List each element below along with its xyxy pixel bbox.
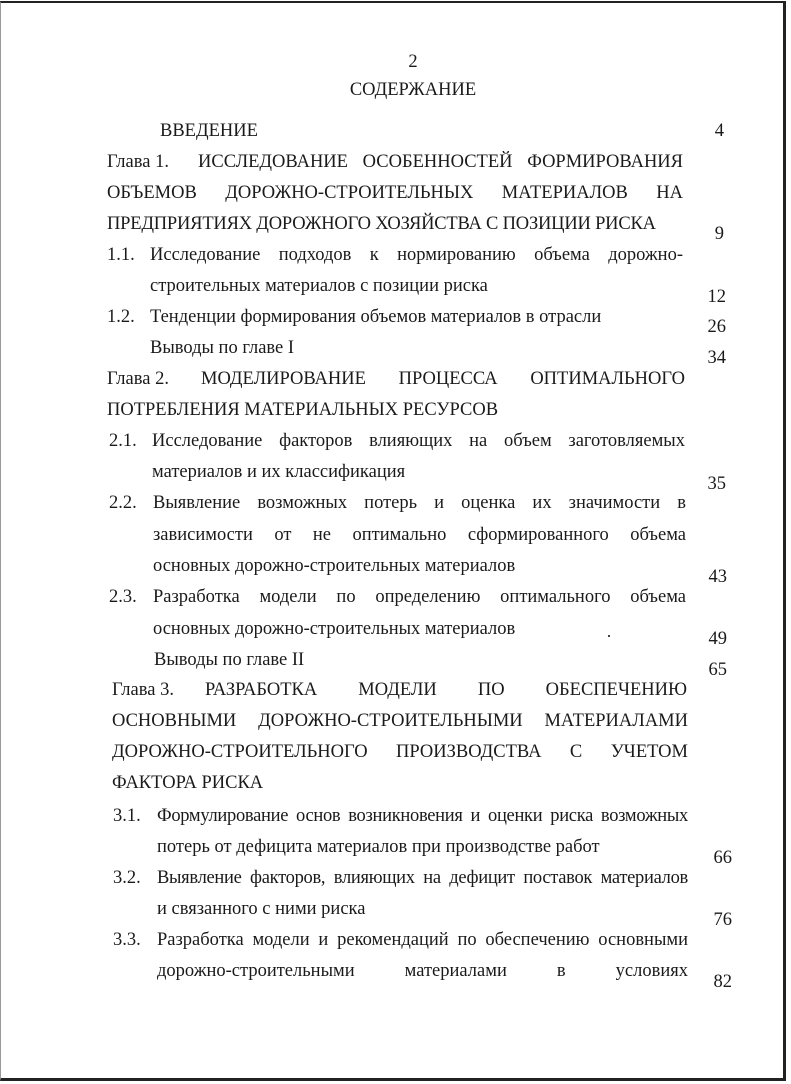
toc-line: ОСНОВНЫМИ ДОРОЖНО-СТРОИТЕЛЬНЫМИ МАТЕРИАЛАМИ: [112, 711, 688, 731]
toc-line: Выявление возможных потерь и оценка их значимости в: [153, 493, 686, 513]
toc-line: ПРЕДПРИЯТИЯХ ДОРОЖНОГО ХОЗЯЙСТВА С ПОЗИЦИИ РИСКА: [107, 214, 656, 234]
toc-page: 76: [713, 910, 732, 930]
toc-line: Разработка модели и рекомендаций по обеспечению основными: [157, 930, 688, 950]
toc-line: Формулирование основ возникновения и оценки риска возможных: [157, 806, 688, 826]
chapter-label: Глава 2.: [107, 369, 169, 389]
toc-line: Выявление факторов, влияющих на дефицит поставок материалов: [157, 868, 688, 888]
chapter-label: Глава 1.: [107, 152, 169, 172]
toc-line: и связанного с ними риска: [157, 899, 366, 919]
toc-line: ПОТРЕБЛЕНИЯ МАТЕРИАЛЬНЫХ РЕСУРСОВ: [107, 400, 499, 420]
toc-line: дорожно-строительными материалами в условиях: [157, 961, 688, 981]
page-title: СОДЕРЖАНИЕ: [349, 80, 477, 100]
section-number: 1.2.: [107, 307, 135, 327]
toc-line: РАЗРАБОТКА МОДЕЛИ ПО ОБЕСПЕЧЕНИЮ: [205, 680, 687, 700]
toc-line: потерь от дефицита материалов при производстве работ: [157, 837, 600, 857]
toc-conclusion: Выводы по главе I: [150, 338, 295, 358]
section-number: 2.2.: [109, 493, 137, 513]
toc-line: Исследование подходов к нормированию объема дорожно-: [150, 245, 683, 265]
section-number: 3.1.: [113, 806, 141, 826]
toc-page: 9: [714, 224, 724, 244]
toc-line: ДОРОЖНО-СТРОИТЕЛЬНОГО ПРОИЗВОДСТВА С УЧЕТОМ: [112, 742, 688, 762]
toc-page: 4: [714, 121, 724, 141]
toc-line: Исследование факторов влияющих на объем заготовляемых: [152, 431, 685, 451]
toc-line: ОБЪЕМОВ ДОРОЖНО-СТРОИТЕЛЬНЫХ МАТЕРИАЛОВ НА: [107, 183, 683, 203]
section-number: 3.3.: [113, 930, 141, 950]
toc-line: МОДЕЛИРОВАНИЕ ПРОЦЕССА ОПТИМАЛЬНОГО: [201, 369, 685, 389]
toc-page: 65: [708, 660, 727, 680]
page-number: 2: [408, 52, 418, 72]
toc-page: 26: [707, 317, 726, 337]
toc-page: 82: [713, 972, 732, 992]
toc-page: 49: [708, 629, 727, 649]
toc-page: 34: [707, 348, 726, 368]
toc-line: строительных материалов с позиции риска: [150, 276, 488, 296]
section-number: 2.1.: [109, 431, 137, 451]
toc-line: ИССЛЕДОВАНИЕ ОСОБЕННОСТЕЙ ФОРМИРОВАНИЯ: [198, 152, 683, 172]
scan-speck: [608, 635, 610, 637]
toc-line: материалов и их классификация: [152, 462, 406, 482]
chapter-label: Глава 3.: [112, 680, 174, 700]
section-number: 3.2.: [113, 868, 141, 888]
toc-line: основных дорожно-строительных материалов: [153, 619, 516, 639]
toc-line: Разработка модели по определению оптимального объема: [153, 587, 686, 607]
section-number: 2.3.: [109, 587, 137, 607]
toc-line: зависимости от не оптимально сформированного объема: [153, 525, 686, 545]
section-number: 1.1.: [107, 245, 135, 265]
toc-conclusion: Выводы по главе II: [154, 650, 305, 670]
toc-intro: ВВЕДЕНИЕ: [160, 121, 258, 141]
toc-page: 66: [713, 848, 732, 868]
toc-line: ФАКТОРА РИСКА: [112, 773, 264, 793]
toc-line: Тенденции формирования объемов материалов в отрасли: [150, 307, 602, 327]
toc-page: 35: [707, 474, 726, 494]
toc-line: основных дорожно-строительных материалов: [153, 556, 516, 576]
toc-page: 12: [707, 287, 726, 307]
toc-page: 43: [708, 567, 727, 587]
